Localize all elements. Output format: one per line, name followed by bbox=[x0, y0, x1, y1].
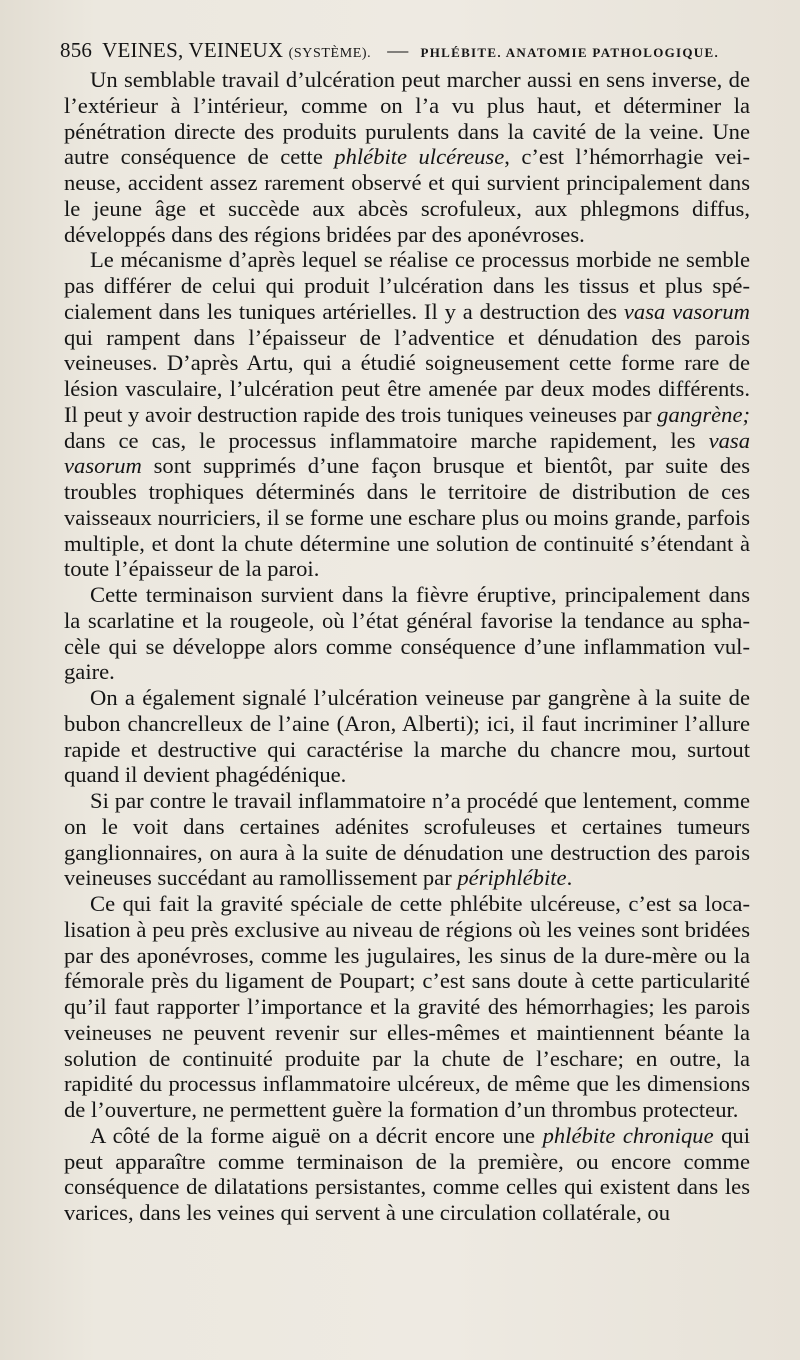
text-run: , c’est l’hémorrhagie veineuse, accident assez rarement observé et qui survient principalement dans le jeune âge et succède aux abcès scrofuleux, aux phlegmons diffus, développés dans des régions bridées par des aponévroses. bbox=[64, 144, 750, 247]
italic-term: périphlébite bbox=[457, 865, 567, 891]
header-title: VEINES, VEINEUX bbox=[102, 38, 284, 62]
paragraph-4: On a également signalé l’ulcération veineuse par gangrène à la suite de bubon chancrelleux de l’aine (Aron, Alberti); ici, il faut incriminer l’allure rapide et destructive qui caractérise la marche du chancre mou, surtout quand il devient phagédénique. bbox=[64, 685, 750, 788]
page-body bbox=[64, 67, 750, 1226]
text-run: Si par contre le travail inflammatoire n’a procédé que lentement, comme on le voit dans certaines adénites scrofuleuses et certaines tumeurs ganglionnaires, on aura à la suite de dénudation une destruction des parois veineuses succédant au ramollissement par bbox=[64, 788, 750, 891]
italic-term: phlébite ulcéreuse bbox=[334, 144, 505, 170]
text-run: dans ce cas, le processus inflammatoire marche rapidement, les bbox=[64, 427, 709, 453]
text-run: . bbox=[566, 865, 573, 891]
running-head: PHLÉBITE. ANATOMIE PATHOLOGIQUE. bbox=[420, 45, 719, 60]
paragraph-2 bbox=[64, 247, 750, 582]
paragraph-7 bbox=[64, 1123, 750, 1226]
text-run: sont supprimés d’une façon brusque et bientôt, par suite des troubles trophiques déterminés dans le territoire de distribution de ces vaisseaux nourriciers, il se forme une eschare plus ou moins grande, parfois multiple, et dont la chute détermine une solution de continuité s’étendant à toute l’épaisseur de la paroi. bbox=[64, 453, 750, 582]
text-run: Le mécanisme d’après lequel se réalise ce processus morbide ne semble pas différer de celui qui produit l’ulcération dans les tissus et plus spécialement dans les tuniques artérielles. Il y a destruction des bbox=[64, 247, 750, 324]
paragraph-3: Cette terminaison survient dans la fièvre éruptive, principalement dans la scarlatine et la rougeole, où l’état général favorise la tendance au sphacèle qui se développe alors comme conséquence d’une inflammation vulgaire. bbox=[64, 582, 750, 685]
italic-term: vasa vasorum bbox=[64, 427, 750, 479]
italic-term: phlébite chronique bbox=[542, 1122, 714, 1148]
italic-term: vasa vasorum bbox=[623, 298, 750, 324]
italic-term: gangrène; bbox=[657, 401, 750, 427]
text-run: Un semblable travail d’ulcération peut marcher aussi en sens inverse, de l’extérieur à l’intérieur, comme on l’a vu plus haut, et déterminer la pénétration directe des produits purulents dans la cavité de la veine. Une autre conséquence de cette bbox=[64, 67, 750, 170]
paragraph-1 bbox=[64, 67, 750, 247]
text-run: qui peut apparaître comme terminaison de la première, ou encore comme conséquence de dilatations persistantes, comme celles qui existent dans les varices, dans les veines qui servent à une circulation collatérale, ou bbox=[64, 1122, 751, 1225]
paragraph-5 bbox=[64, 788, 750, 891]
header-subtitle: (SYSTÈME). bbox=[288, 46, 372, 61]
page-number: 856 bbox=[60, 38, 93, 62]
running-header bbox=[60, 38, 750, 63]
header-dash: — bbox=[387, 38, 409, 62]
text-run: A côté de la forme aiguë on a décrit encore une bbox=[90, 1122, 543, 1148]
text-run: qui rampent dans l’épaisseur de l’adventice et dénudation des parois veineuses. D’après Artu, qui a étudié soigneusement cette forme rare de lésion vasculaire, l’ulcération peut être amenée par deux modes différents. Il peut y avoir destruction rapide des trois tuniques veineuses par bbox=[64, 324, 750, 427]
paragraph-6: Ce qui fait la gravité spéciale de cette phlébite ulcéreuse, c’est sa localisation à peu près exclusive au niveau de régions où les veines sont bridées par des aponévroses, comme les jugulaires, les sinus de la dure-mère ou la fémorale près du ligament de Poupart; c’est sans doute à cette particularité qu’il faut rapporter l’importance et la gravité des hémorrhagies; les parois veineuses ne peuvent revenir sur elles-mêmes et maintiennent béante la solution de continuité produite par la chute de l’eschare; en outre, la rapidité du processus inflammatoire ulcéreux, de même que les dimensions de l’ouverture, ne permettent guère la formation d’un thrombus protecteur. bbox=[64, 891, 750, 1122]
